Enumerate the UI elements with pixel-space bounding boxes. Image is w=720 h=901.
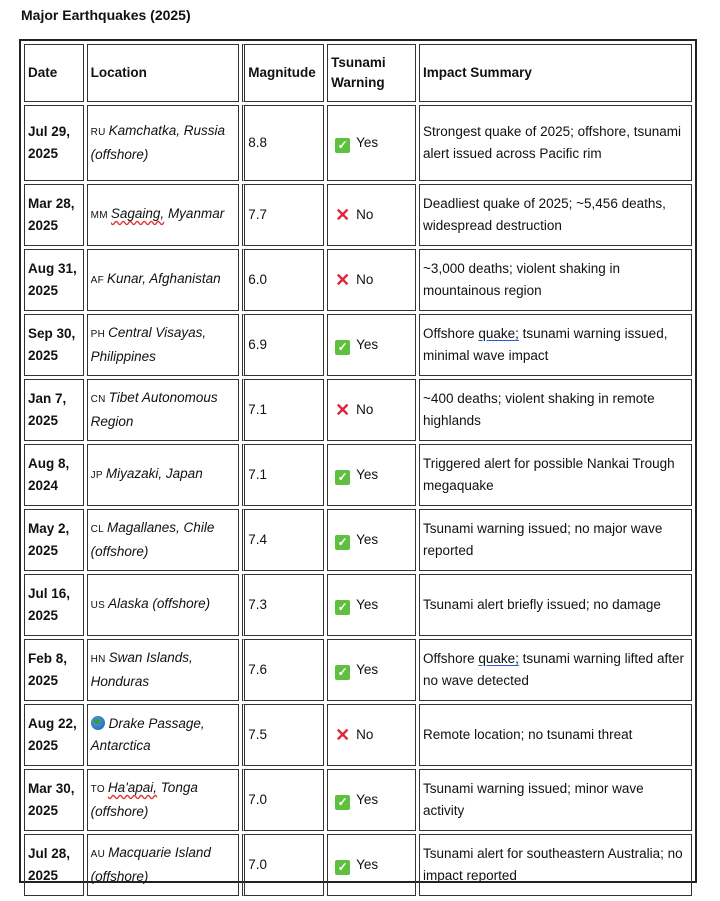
cell-date (24, 184, 84, 246)
location-name: Kunar, Afghanistan (107, 271, 221, 286)
location-rest: Tonga (offshore) (90, 780, 198, 819)
table-row (24, 314, 692, 376)
globe-icon (91, 716, 105, 730)
date-line2: 2025 (28, 608, 59, 623)
header-date: Date (24, 44, 84, 102)
table-row (24, 184, 692, 246)
location-name: Swan Islands, Honduras (90, 650, 193, 689)
cell-magnitude: 6.9 (242, 314, 324, 376)
table-row (24, 574, 692, 636)
cell-location (87, 769, 240, 831)
cell-tsunami-warning (327, 574, 416, 636)
cell-tsunami-warning (327, 639, 416, 701)
cell-date (24, 249, 84, 311)
cell-tsunami-warning (327, 314, 416, 376)
tsunami-value: Yes (356, 135, 379, 150)
cell-tsunami-warning (327, 769, 416, 831)
impact-text: tsunami warning lifted after no wave detected (423, 651, 684, 688)
cell-impact-summary (419, 834, 692, 896)
table-row (24, 444, 692, 506)
location-name: Alaska (offshore) (108, 596, 211, 611)
header-impact-summary: Impact Summary (419, 44, 692, 102)
cell-magnitude: 7.5 (242, 704, 324, 766)
check-mark-icon: ✓ (335, 795, 350, 810)
cell-impact-summary (419, 105, 692, 181)
header-magnitude: Magnitude (242, 44, 324, 102)
cell-location (87, 639, 240, 701)
impact-text-flagged: quake; (478, 651, 519, 666)
table-row (24, 834, 692, 896)
cross-mark-icon: ✕ (335, 400, 351, 420)
cell-impact-summary (419, 769, 692, 831)
cell-impact-summary (419, 574, 692, 636)
table-row (24, 704, 692, 766)
impact-text: Deadliest quake of 2025; ~5,456 deaths, widespread destruction (423, 196, 666, 233)
date-line2: 2025 (28, 543, 59, 558)
table-row (24, 509, 692, 571)
tsunami-value: Yes (356, 467, 379, 482)
cell-magnitude: 7.7 (242, 184, 324, 246)
tsunami-value: No (356, 402, 374, 417)
header-location: Location (87, 44, 240, 102)
impact-text: ~3,000 deaths; violent shaking in mountainous region (423, 261, 621, 298)
cell-impact-summary (419, 249, 692, 311)
cell-impact-summary (419, 379, 692, 441)
header-tsunami-warning (327, 44, 416, 102)
cell-magnitude: 7.1 (242, 444, 324, 506)
location-name: Miyazaki, Japan (105, 466, 203, 481)
date-line1: Aug 8, (28, 456, 70, 471)
table-row (24, 379, 692, 441)
cell-tsunami-warning (327, 509, 416, 571)
tsunami-value: No (356, 207, 374, 222)
date-line1: Aug 22, (28, 716, 77, 731)
country-code: JP (90, 470, 103, 481)
date-line1: Sep 30, (28, 326, 76, 341)
cell-impact-summary (419, 184, 692, 246)
impact-text: Remote location; no tsunami threat (423, 727, 633, 742)
cell-location (87, 314, 240, 376)
date-line2: 2025 (28, 283, 59, 298)
impact-text-flagged: quake; (478, 326, 519, 341)
tsunami-value: Yes (356, 792, 379, 807)
date-line2: 2025 (28, 218, 59, 233)
country-code: PH (90, 329, 106, 340)
cell-date (24, 509, 84, 571)
cell-date (24, 769, 84, 831)
country-code: HN (90, 654, 106, 665)
cross-mark-icon: ✕ (335, 270, 351, 290)
check-mark-icon: ✓ (335, 860, 350, 875)
page-title: Major Earthquakes (2025) (21, 7, 191, 23)
location-rest: Myanmar (164, 206, 225, 221)
cell-tsunami-warning (327, 444, 416, 506)
cell-magnitude: 7.0 (242, 834, 324, 896)
location-name: Tibet Autonomous Region (90, 390, 218, 429)
cell-impact-summary (419, 509, 692, 571)
location-name: Drake Passage, Antarctica (90, 716, 205, 753)
cell-tsunami-warning (327, 834, 416, 896)
impact-text: Triggered alert for possible Nankai Trough megaquake (423, 456, 675, 493)
impact-text: Tsunami alert briefly issued; no damage (423, 597, 661, 612)
impact-text: Strongest quake of 2025; offshore, tsunami alert issued across Pacific rim (423, 124, 681, 161)
date-line2: 2025 (28, 868, 59, 883)
cell-magnitude: 7.0 (242, 769, 324, 831)
cell-location (87, 444, 240, 506)
earthquake-table (21, 41, 695, 899)
check-mark-icon: ✓ (335, 535, 350, 550)
cell-location (87, 249, 240, 311)
impact-text: tsunami warning issued, minimal wave impact (423, 326, 668, 363)
cell-location (87, 834, 240, 896)
location-name: Central Visayas, Philippines (90, 325, 207, 364)
cell-tsunami-warning (327, 105, 416, 181)
date-line2: 2025 (28, 348, 59, 363)
tsunami-value: Yes (356, 857, 379, 872)
impact-text: Offshore (423, 326, 479, 341)
cell-date (24, 834, 84, 896)
check-mark-icon: ✓ (335, 340, 350, 355)
cell-magnitude: 7.1 (242, 379, 324, 441)
table-row (24, 249, 692, 311)
impact-text: Tsunami warning issued; no major wave reported (423, 521, 663, 558)
check-mark-icon: ✓ (335, 600, 350, 615)
cross-mark-icon: ✕ (335, 205, 351, 225)
impact-text: ~400 deaths; violent shaking in remote highlands (423, 391, 655, 428)
tsunami-value: No (356, 272, 374, 287)
location-name-flagged: Ha'apai, (107, 780, 158, 795)
cross-mark-icon: ✕ (335, 725, 351, 745)
cell-location (87, 184, 240, 246)
date-line1: May 2, (28, 521, 70, 536)
header-tsunami-line1: Tsunami (331, 55, 386, 70)
location-name: Kamchatka, Russia (offshore) (90, 123, 225, 162)
cell-impact-summary (419, 639, 692, 701)
country-code: CN (90, 394, 106, 405)
cell-date (24, 639, 84, 701)
cell-date (24, 314, 84, 376)
cell-tsunami-warning (327, 379, 416, 441)
date-line1: Jan 7, (28, 391, 67, 406)
date-line2: 2025 (28, 146, 59, 161)
country-code: RU (90, 127, 106, 138)
impact-text: Offshore (423, 651, 479, 666)
tsunami-value: Yes (356, 662, 379, 677)
check-mark-icon: ✓ (335, 138, 350, 153)
cell-date (24, 444, 84, 506)
date-line2: 2025 (28, 738, 59, 753)
cell-date (24, 704, 84, 766)
date-line1: Jul 29, (28, 124, 71, 139)
country-code: CL (90, 524, 105, 535)
date-line1: Mar 28, (28, 196, 75, 211)
tsunami-value: Yes (356, 337, 379, 352)
cell-location (87, 509, 240, 571)
cell-magnitude: 7.4 (242, 509, 324, 571)
cell-magnitude: 7.3 (242, 574, 324, 636)
cell-magnitude: 6.0 (242, 249, 324, 311)
impact-text: Tsunami alert for southeastern Australia; no impact reported (423, 846, 683, 883)
cell-tsunami-warning (327, 249, 416, 311)
impact-text: Tsunami warning issued; minor wave activity (423, 781, 644, 818)
country-code: MM (90, 210, 108, 221)
cell-tsunami-warning (327, 704, 416, 766)
date-line1: Jul 16, (28, 586, 71, 601)
tsunami-value: Yes (356, 532, 379, 547)
cell-impact-summary (419, 704, 692, 766)
table-row (24, 769, 692, 831)
date-line2: 2024 (28, 478, 59, 493)
location-name: Macquarie Island (offshore) (90, 845, 211, 884)
cell-tsunami-warning (327, 184, 416, 246)
country-code: TO (90, 784, 105, 795)
header-row (24, 44, 692, 102)
location-name: Magallanes, Chile (offshore) (90, 520, 215, 559)
country-code: AU (90, 849, 106, 860)
country-code: AF (90, 275, 105, 286)
cell-magnitude: 8.8 (242, 105, 324, 181)
cell-location (87, 105, 240, 181)
date-line1: Feb 8, (28, 651, 68, 666)
country-code: US (90, 600, 106, 611)
date-line1: Mar 30, (28, 781, 75, 796)
date-line2: 2025 (28, 413, 59, 428)
tsunami-value: Yes (356, 597, 379, 612)
table-row (24, 639, 692, 701)
tsunami-value: No (356, 727, 374, 742)
cell-location (87, 704, 240, 766)
check-mark-icon: ✓ (335, 470, 350, 485)
check-mark-icon: ✓ (335, 665, 350, 680)
cell-date (24, 379, 84, 441)
date-line1: Aug 31, (28, 261, 77, 276)
header-tsunami-line2: Warning (331, 75, 385, 90)
cell-date (24, 105, 84, 181)
date-line1: Jul 28, (28, 846, 71, 861)
date-line2: 2025 (28, 803, 59, 818)
cell-impact-summary (419, 444, 692, 506)
cell-magnitude: 7.6 (242, 639, 324, 701)
cell-location (87, 574, 240, 636)
location-name-flagged: Sagaing, (110, 206, 165, 221)
date-line2: 2025 (28, 673, 59, 688)
cell-date (24, 574, 84, 636)
cell-impact-summary (419, 314, 692, 376)
table-row (24, 105, 692, 181)
cell-location (87, 379, 240, 441)
